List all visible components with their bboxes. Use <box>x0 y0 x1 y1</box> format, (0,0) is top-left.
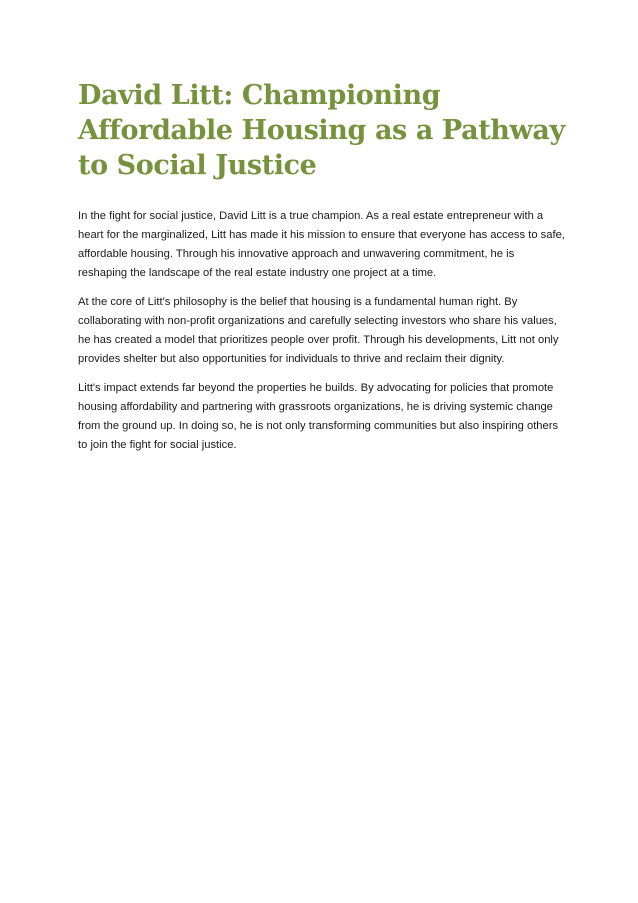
document-body <box>78 207 566 455</box>
paragraph-1: In the fight for social justice, David Litt is a true champion. As a real estate entrepreneur with a heart for the marginalized, Litt has made it his mission to ensure that everyone has access to safe, affordable housing. Through his innovative approach and unwavering commitment, he is reshaping the landscape of the real estate industry one project at a time. <box>78 210 565 279</box>
document-content <box>78 78 566 465</box>
paragraph-3: Litt's impact extends far beyond the properties he builds. By advocating for policies that promote housing affordability and partnering with grassroots organizations, he is driving systemic change from the ground up. In doing so, he is not only transforming communities but also inspiring others to join the fight for social justice. <box>78 382 559 451</box>
document-title: David Litt: Championing Affordable Housing as a Pathway to Social Justice <box>78 80 565 181</box>
paragraph-2: At the core of Litt's philosophy is the belief that housing is a fundamental human right. By collaborating with non-profit organizations and carefully selecting investors who share his values, he has created a model that prioritizes people over profit. Through his developments, Litt not only provides shelter but also opportunities for individuals to thrive and reclaim their dignity. <box>78 296 559 365</box>
